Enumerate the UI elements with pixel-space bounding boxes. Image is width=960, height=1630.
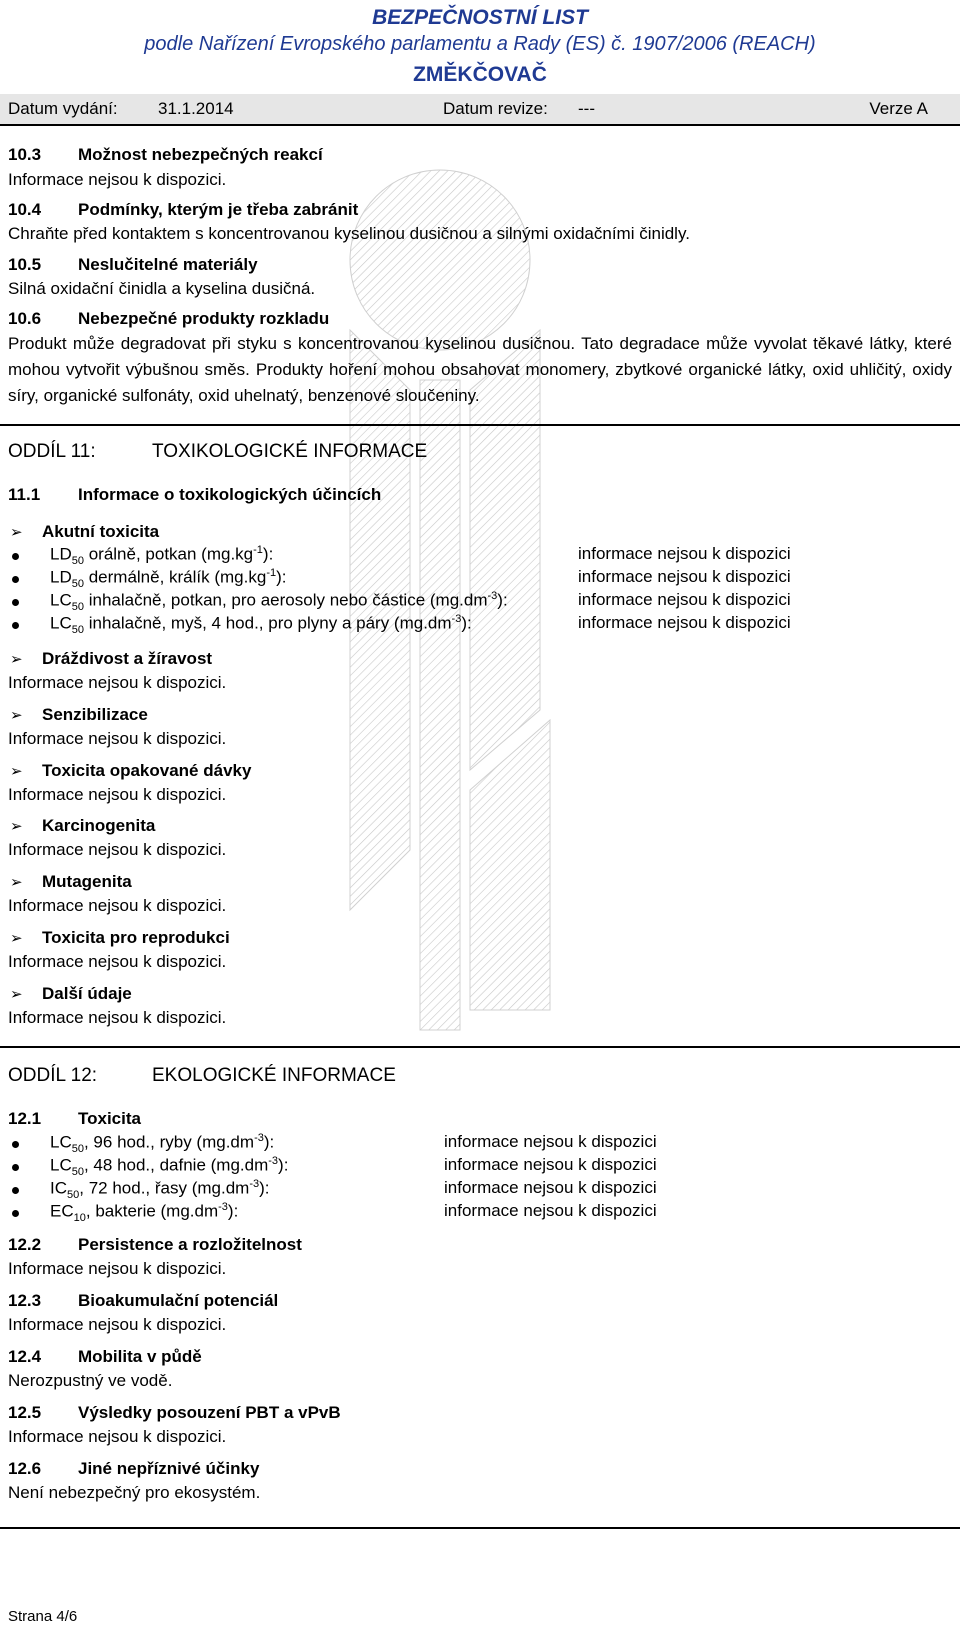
row-value: informace nejsou k dispozici bbox=[444, 1132, 657, 1151]
subsection-text: Informace nejsou k dispozici. bbox=[8, 1427, 227, 1446]
row-value: informace nejsou k dispozici bbox=[444, 1155, 657, 1174]
subsection-title: Možnost nebezpečných reakcí bbox=[78, 145, 323, 164]
product-name: ZMĚKČOVAČ bbox=[413, 63, 547, 86]
list-heading: Dráždivost a žíravost bbox=[42, 649, 213, 668]
table-row: $LC_{50}$, 96 hod., ryby $(mg.dm^{-3})$: bbox=[50, 1132, 275, 1156]
bullet-icon bbox=[12, 1210, 19, 1217]
subsection-number: 11.1 bbox=[8, 485, 41, 504]
header-info-bar bbox=[0, 94, 960, 126]
list-heading: Toxicita pro reprodukci bbox=[42, 928, 230, 947]
document-title: BEZPEČNOSTNÍ LIST bbox=[372, 6, 588, 29]
list-heading: Senzibilizace bbox=[42, 705, 148, 724]
section-title: TOXIKOLOGICKÉ INFORMACE bbox=[152, 441, 428, 462]
list-heading: Další údaje bbox=[42, 984, 132, 1003]
bullet-icon bbox=[12, 599, 19, 606]
subsection-text: Silná oxidační činidla a kyselina dusičná. bbox=[8, 279, 316, 298]
row-value: informace nejsou k dispozici bbox=[578, 590, 791, 609]
subsection-title: Jiné nepříznivé účinky bbox=[78, 1459, 260, 1478]
subsection-text: Informace nejsou k dispozici. bbox=[8, 1259, 227, 1278]
subsection-text: Chraňte před kontaktem s koncentrovanou kyselinou dusičnou a silnými oxidačními činidly. bbox=[8, 224, 690, 243]
list-item-text: Informace nejsou k dispozici. bbox=[8, 729, 227, 748]
issue-date: 31.1.2014 bbox=[158, 99, 234, 118]
row-value: informace nejsou k dispozici bbox=[444, 1201, 657, 1220]
table-row: $LC_{50}$ inhalačně, myš, 4 hod., pro plyny a páry $(mg.dm^{-3})$: bbox=[50, 613, 472, 637]
bullet-icon bbox=[12, 622, 19, 629]
subsection-text: Produkt může degradovat při styku s koncentrovanou kyselinou dusičnou. Tato degradace může vyvolat těkavé látky, které mohou vytvořit výbušnou směs. Produkty hoření mohou obsahovat monomery, zbytkové organické látky, oxid uhličitý, oxidy síry, organické sulfonáty, oxid uhelnatý, benzenové sloučeniny. bbox=[8, 334, 952, 405]
version-label: Verze A bbox=[869, 99, 928, 118]
table-row: $LC_{50}$, 48 hod., dafnie $(mg.dm^{-3})$: bbox=[50, 1155, 289, 1179]
list-heading: Akutní toxicita bbox=[42, 522, 160, 541]
subsection-title: Mobilita v půdě bbox=[78, 1347, 202, 1366]
arrow-bullet-icon: ➢ bbox=[10, 651, 23, 668]
revision-label: Datum revize: bbox=[443, 99, 548, 118]
subsection-title: Informace o toxikologických účincích bbox=[78, 485, 382, 504]
table-row: $LD_{50}$ dermálně, králík $(mg.kg^{-1})$: bbox=[50, 567, 287, 591]
subsection-number: 10.6 bbox=[8, 309, 42, 328]
page-number: Strana 4/6 bbox=[8, 1608, 78, 1625]
table-row: $LC_{50}$ inhalačně, potkan, pro aerosoly nebo částice $(mg.dm^{-3})$: bbox=[50, 590, 508, 614]
subsection-number: 12.5 bbox=[8, 1403, 42, 1422]
list-item-text: Informace nejsou k dispozici. bbox=[8, 1008, 227, 1027]
subsection-number: 12.3 bbox=[8, 1291, 42, 1310]
subsection-number: 12.1 bbox=[8, 1109, 42, 1128]
bullet-icon bbox=[12, 1164, 19, 1171]
section-label: ODDÍL 11: bbox=[8, 441, 96, 462]
list-heading: Karcinogenita bbox=[42, 816, 156, 835]
bullet-icon bbox=[12, 1141, 19, 1148]
subsection-number: 12.4 bbox=[8, 1347, 42, 1366]
list-item-text: Informace nejsou k dispozici. bbox=[8, 952, 227, 971]
arrow-bullet-icon: ➢ bbox=[10, 930, 23, 947]
list-item-text: Informace nejsou k dispozici. bbox=[8, 673, 227, 692]
subsection-text: Nerozpustný ve vodě. bbox=[8, 1371, 173, 1390]
table-row: $LD_{50}$ orálně, potkan $(mg.kg^{-1})$: bbox=[50, 544, 274, 568]
issue-date-label: Datum vydání: bbox=[8, 99, 118, 118]
row-value: informace nejsou k dispozici bbox=[444, 1178, 657, 1197]
section-divider bbox=[0, 424, 960, 426]
list-item-text: Informace nejsou k dispozici. bbox=[8, 840, 227, 859]
arrow-bullet-icon: ➢ bbox=[10, 818, 23, 835]
subsection-number: 12.2 bbox=[8, 1235, 42, 1254]
list-item-text: Informace nejsou k dispozici. bbox=[8, 896, 227, 915]
revision-value: --- bbox=[578, 99, 595, 118]
subsection-title: Persistence a rozložitelnost bbox=[78, 1235, 302, 1254]
subsection-text: Informace nejsou k dispozici. bbox=[8, 170, 227, 189]
section-divider bbox=[0, 1527, 960, 1529]
table-row: $EC_{10}$, bakterie $(mg.dm^{-3})$: bbox=[50, 1201, 239, 1225]
list-heading: Toxicita opakované dávky bbox=[42, 761, 252, 780]
section-title: EKOLOGICKÉ INFORMACE bbox=[152, 1065, 396, 1086]
subsection-title: Bioakumulační potenciál bbox=[78, 1291, 279, 1310]
table-row: $IC_{50}$, 72 hod., řasy $(mg.dm^{-3})$: bbox=[50, 1178, 270, 1202]
section-divider bbox=[0, 1046, 960, 1048]
subsection-title: Neslučitelné materiály bbox=[78, 255, 258, 274]
subsection-title: Toxicita bbox=[78, 1109, 141, 1128]
subsection-text: Není nebezpečný pro ekosystém. bbox=[8, 1483, 261, 1502]
list-item-text: Informace nejsou k dispozici. bbox=[8, 785, 227, 804]
arrow-bullet-icon: ➢ bbox=[10, 986, 23, 1003]
arrow-bullet-icon: ➢ bbox=[10, 524, 23, 541]
subsection-number: 10.5 bbox=[8, 255, 42, 274]
subsection-title: Podmínky, kterým je třeba zabránit bbox=[78, 200, 359, 219]
bullet-icon bbox=[12, 576, 19, 583]
subsection-text: Informace nejsou k dispozici. bbox=[8, 1315, 227, 1334]
regulation-reference: podle Nařízení Evropského parlamentu a Rady (ES) č. 1907/2006 (REACH) bbox=[144, 33, 816, 55]
arrow-bullet-icon: ➢ bbox=[10, 874, 23, 891]
row-value: informace nejsou k dispozici bbox=[578, 613, 791, 632]
row-value: informace nejsou k dispozici bbox=[578, 567, 791, 586]
bullet-icon bbox=[12, 553, 19, 560]
subsection-number: 10.4 bbox=[8, 200, 42, 219]
row-value: informace nejsou k dispozici bbox=[578, 544, 791, 563]
subsection-number: 10.3 bbox=[8, 145, 42, 164]
subsection-title: Výsledky posouzení PBT a vPvB bbox=[78, 1403, 341, 1422]
arrow-bullet-icon: ➢ bbox=[10, 763, 23, 780]
subsection-title: Nebezpečné produkty rozkladu bbox=[78, 309, 330, 328]
bullet-icon bbox=[12, 1187, 19, 1194]
subsection-number: 12.6 bbox=[8, 1459, 42, 1478]
arrow-bullet-icon: ➢ bbox=[10, 707, 23, 724]
list-heading: Mutagenita bbox=[42, 872, 132, 891]
section-label: ODDÍL 12: bbox=[8, 1065, 98, 1086]
